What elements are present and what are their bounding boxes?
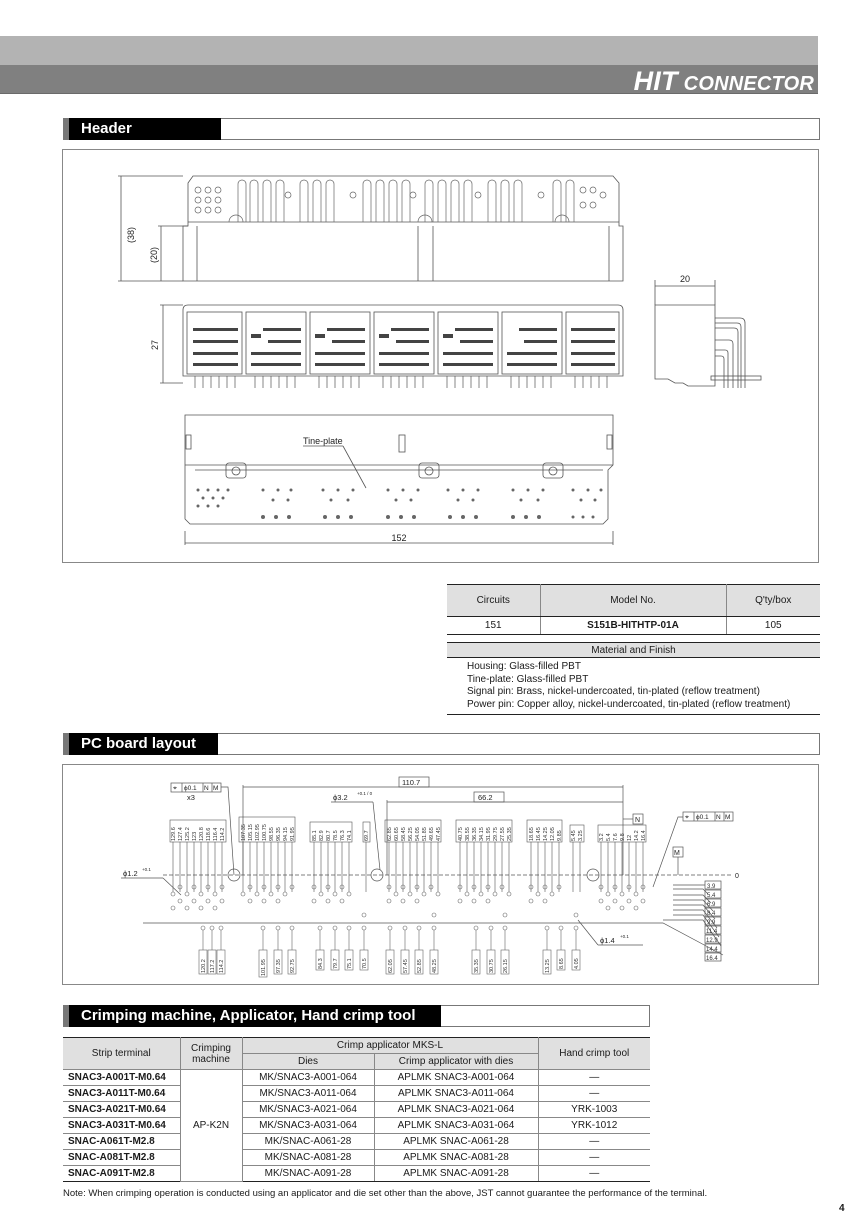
svg-text:6.9: 6.9 [707,902,716,908]
bottom-dim-labels [201,958,580,976]
svg-text:5.4: 5.4 [606,833,612,841]
table-row [447,617,820,635]
svg-text:12: 12 [627,834,633,841]
svg-text:5.45: 5.45 [571,830,577,841]
svg-text:101.95: 101.95 [261,959,267,976]
svg-text:9.8: 9.8 [620,833,626,841]
svg-text:118.6: 118.6 [206,827,212,841]
svg-text:5.4: 5.4 [707,893,716,899]
svg-text:85.1: 85.1 [312,830,318,841]
svg-text:30.75: 30.75 [489,959,495,973]
svg-text:14.4: 14.4 [706,947,718,953]
svg-text:11.4: 11.4 [706,929,718,935]
svg-text:18.65: 18.65 [529,827,535,841]
svg-text:129.6: 129.6 [171,827,177,841]
svg-text:51.85: 51.85 [422,827,428,841]
svg-text:69.7: 69.7 [364,830,370,841]
bottom-view-holes [197,489,603,520]
svg-text:14.25: 14.25 [543,827,549,841]
crimping-table [63,1037,650,1182]
svg-text:79.7: 79.7 [333,958,339,969]
svg-text:31.95: 31.95 [486,827,492,841]
pcb-drawing-frame [62,764,819,985]
qty-value: 105 [726,617,820,635]
table-row: SNAC3-A031T-M0.64 MK/SNAC3-A031-064 APLMK SNAC3-A031-064 YRK-1012 [63,1118,650,1134]
crimping-note: Note: When crimping operation is conducted using an applicator and die set other than the above, JST cannot guarantee the performance of the terminal. [63,1188,708,1199]
col-dies: Dies [242,1054,374,1070]
datum-n: N [635,817,641,824]
dim-side-depth: 20 [679,274,691,284]
svg-text:40.75: 40.75 [458,827,464,841]
tol-right-symbol: ⌖ [685,814,689,821]
svg-text:120.8: 120.8 [199,827,205,841]
brand-title [634,66,814,94]
svg-text:12.05: 12.05 [550,827,556,841]
model-spec-table [447,584,820,635]
col-circuits: Circuits [447,585,540,617]
svg-text:N: N [716,814,721,821]
svg-text:123: 123 [192,831,198,841]
svg-text:52.85: 52.85 [417,959,423,973]
model-value: S151B-HITHTP-01A [540,617,726,635]
svg-text:16.4: 16.4 [706,956,718,962]
svg-text:105.15: 105.15 [248,824,254,841]
svg-text:3.9: 3.9 [707,884,716,890]
svg-text:102.95: 102.95 [255,824,261,841]
section-title-header: Header [64,118,221,140]
svg-text:ϕ0.1: ϕ0.1 [696,814,709,821]
hole-large-label: ϕ3.2 [333,793,348,802]
svg-text:M: M [213,785,219,792]
hole-right-label: ϕ1.4 [600,936,615,945]
top-view-pins [195,180,606,222]
svg-text:91.95: 91.95 [290,827,296,841]
right-row-labels [706,884,718,962]
svg-text:48.25: 48.25 [432,959,438,973]
svg-text:96.35: 96.35 [276,827,282,841]
svg-text:114.2: 114.2 [219,959,225,973]
svg-text:+0.1: +0.1 [620,934,629,939]
dim-body-height: (20) [149,246,159,264]
svg-text:107.35: 107.35 [241,824,247,841]
svg-text:127.4: 127.4 [178,827,184,841]
top-dim-labels [171,824,647,841]
svg-text:38.55: 38.55 [465,827,471,841]
svg-text:98.55: 98.55 [269,827,275,841]
svg-text:78.5: 78.5 [333,830,339,841]
dim-width: 152 [391,533,407,543]
datum-zero: 0 [735,873,739,880]
svg-text:116.4: 116.4 [213,827,219,841]
front-view-pins [195,376,607,388]
svg-text:47.45: 47.45 [436,827,442,841]
material-line: Housing: Glass-filled PBT [467,661,581,672]
svg-text:74.1: 74.1 [347,830,353,841]
svg-text:8.65: 8.65 [559,958,565,969]
svg-text:75.1: 75.1 [347,958,353,969]
table-row: SNAC-A091T-M2.8 MK/SNAC-A091-28 APLMK SNAC-A091-28 — [63,1166,650,1182]
svg-text:M: M [725,814,731,821]
material-line: Power pin: Copper alloy, nickel-undercoated, tin-plated (reflow treatment) [467,698,791,710]
front-view-cavities [193,328,615,366]
svg-text:27.55: 27.55 [500,827,506,841]
section-pcb-bar [63,733,820,755]
svg-text:29.75: 29.75 [493,827,499,841]
table-row: SNAC-A061T-M2.8 MK/SNAC-A061-28 APLMK SNAC-A061-28 — [63,1134,650,1150]
svg-text:56.25: 56.25 [408,827,414,841]
material-line: Signal pin: Brass, nickel-undercoated, tin-plated (reflow treatment) [467,686,760,697]
svg-text:12.9: 12.9 [706,938,718,944]
svg-text:+0.1 / 0: +0.1 / 0 [357,791,373,796]
svg-text:+0.1: +0.1 [142,867,151,872]
svg-text:97.35: 97.35 [276,959,282,973]
table-row: SNAC3-A021T-M0.64 MK/SNAC3-A021-064 APLMK SNAC3-A021-064 YRK-1003 [63,1102,650,1118]
col-model: Model No. [540,585,726,617]
header-drawing [63,150,820,564]
svg-text:26.15: 26.15 [503,959,509,973]
material-title: Material and Finish [447,642,820,658]
svg-text:36.35: 36.35 [472,827,478,841]
svg-text:9.9: 9.9 [707,920,716,926]
svg-text:13.25: 13.25 [545,959,551,973]
dim-mid: 66.2 [478,793,493,802]
col-hand-tool: Hand crimp tool [538,1038,650,1070]
pcb-layout-drawing [63,765,820,986]
brand-strong: HIT [633,66,678,96]
svg-text:70.5: 70.5 [362,958,368,969]
svg-text:8.4: 8.4 [707,911,716,917]
svg-text:16.4: 16.4 [641,830,647,841]
svg-text:62.85: 62.85 [387,827,393,841]
table-row: SNAC-A081T-M2.8 MK/SNAC-A081-28 APLMK SNAC-A081-28 — [63,1150,650,1166]
svg-text:114.2: 114.2 [220,827,226,841]
svg-text:35.35: 35.35 [474,959,480,973]
table-row: SNAC3-A001T-M0.64 AP-K2N MK/SNAC3-A001-064 APLMK SNAC3-A001-064 — [63,1070,650,1086]
svg-text:57.45: 57.45 [403,959,409,973]
svg-text:80.7: 80.7 [326,830,332,841]
dim-front-height: 27 [150,339,160,351]
crimping-machine-value: AP-K2N [180,1070,242,1182]
svg-text:84.3: 84.3 [318,958,324,969]
dim-overall: 110.7 [402,778,421,787]
svg-text:49.65: 49.65 [429,827,435,841]
svg-text:60.65: 60.65 [394,827,400,841]
svg-text:14.2: 14.2 [634,830,640,841]
svg-text:9.85: 9.85 [557,830,563,841]
svg-text:25.35: 25.35 [507,827,513,841]
tineplate-label: Tine-plate [303,436,343,446]
svg-text:100.75: 100.75 [262,824,268,841]
svg-text:7.6: 7.6 [613,833,619,841]
svg-text:N: N [204,785,209,792]
material-finish [447,642,820,715]
svg-text:94.15: 94.15 [283,827,289,841]
tol-left-value: ϕ0.1 [184,785,197,792]
tol-multiplier: x3 [187,793,195,802]
banner-top-band [0,36,818,66]
svg-text:76.3: 76.3 [340,830,346,841]
svg-text:3.25: 3.25 [578,830,584,841]
page-number: 4 [839,1203,845,1214]
svg-text:34.15: 34.15 [479,827,485,841]
col-qty: Q'ty/box [726,585,820,617]
col-applicator-with-dies: Crimp applicator with dies [374,1054,538,1070]
svg-text:58.45: 58.45 [401,827,407,841]
svg-text:16.45: 16.45 [536,827,542,841]
section-title-pcb: PC board layout [64,733,218,755]
brand-rest: CONNECTOR [683,73,814,95]
section-header-bar [63,118,820,140]
material-line: Tine-plate: Glass-filled PBT [467,673,589,685]
svg-text:92.75: 92.75 [290,959,296,973]
dim-overall-height: (38) [126,226,136,244]
svg-text:4.05: 4.05 [574,958,580,969]
table-row: SNAC3-A011T-M0.64 MK/SNAC3-A011-064 APLMK SNAC3-A011-064 — [63,1086,650,1102]
svg-text:125.2: 125.2 [185,827,191,841]
svg-text:82.9: 82.9 [319,830,325,841]
section-title-crimping: Crimping machine, Applicator, Hand crimp tool [64,1005,441,1027]
col-strip-terminal: Strip terminal [63,1038,180,1070]
tol-left-symbol: ⌖ [173,785,177,792]
circuits-value: 151 [447,617,540,635]
section-crimping-bar [63,1005,650,1027]
svg-text:62.05: 62.05 [388,959,394,973]
col-crimping-machine: Crimping machine [180,1038,242,1070]
svg-text:3.2: 3.2 [599,833,605,841]
svg-text:54.05: 54.05 [415,827,421,841]
datum-m: M [674,850,680,857]
header-drawing-frame [62,149,819,563]
svg-text:117.2: 117.2 [210,959,216,973]
hole-left-label: ϕ1.2 [123,869,138,878]
col-applicator-group: Crimp applicator MKS-L [242,1038,538,1054]
svg-text:120.2: 120.2 [201,959,207,973]
